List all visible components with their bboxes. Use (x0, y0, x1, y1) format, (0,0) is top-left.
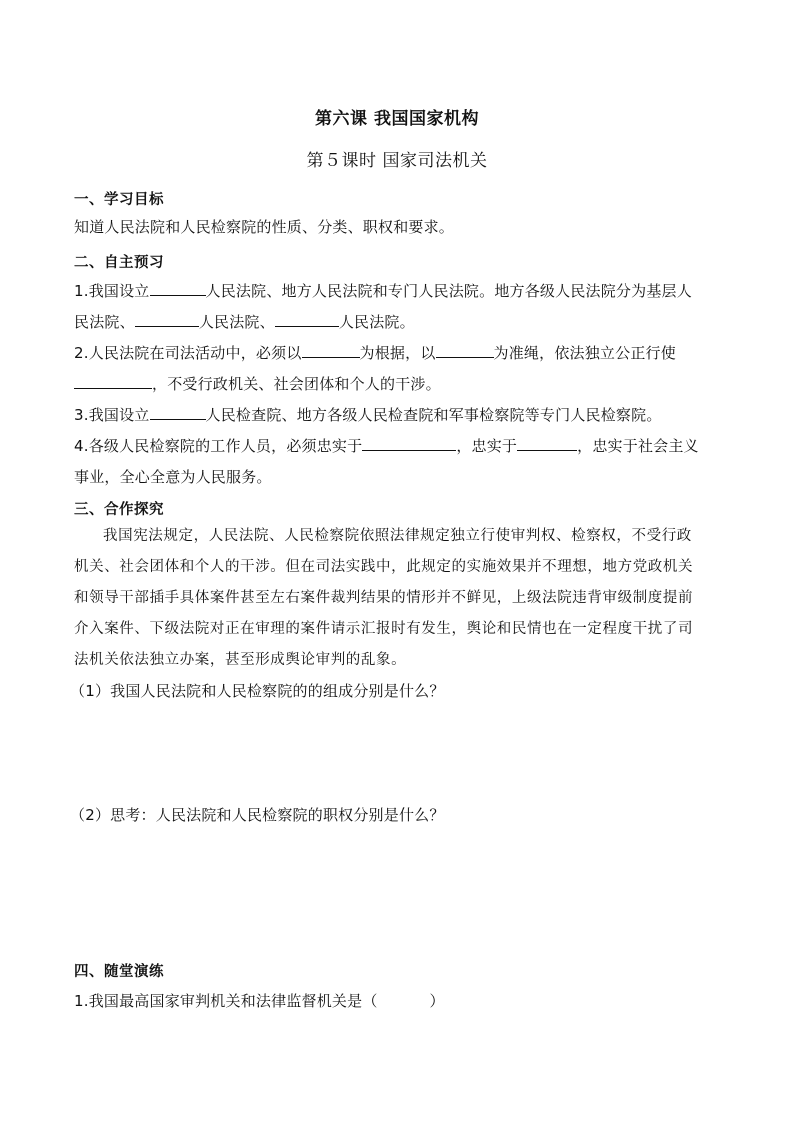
preview-question-4-line-1: 4.各级人民检察院的工作人员，必须忠实于 ，忠实于 ，忠实于社会主义 (74, 437, 699, 455)
fill-blank[interactable] (74, 374, 152, 389)
preview-question-1-line-1: 1.我国设立 人民法院、地方人民法院和专门人民法院。地方各级人民法院分为基层人 (74, 282, 692, 300)
lesson-title: 第六课 我国国家机构 (315, 109, 479, 129)
discussion-question-2: （2）思考：人民法院和人民检察院的职权分别是什么？ (70, 806, 445, 824)
lesson-subtitle: 第５课时 国家司法机关 (306, 151, 488, 171)
fill-blank[interactable] (302, 343, 360, 358)
fill-blank[interactable] (275, 312, 339, 327)
preview-question-4-line-2: 事业，全心全意为人民服务。 (74, 468, 272, 486)
section-heading-4: 四、随堂演练 (74, 964, 164, 980)
fill-blank[interactable] (150, 281, 206, 296)
preview-question-2-line-2: ，不受行政机关、社会团体和个人的干涉。 (74, 373, 724, 394)
preview-question-2-line-1: 2.人民法院在司法活动中，必须以 为根据，以 为准绳，依法独立公正行使 (74, 344, 676, 362)
fill-blank[interactable] (150, 405, 206, 420)
fill-blank[interactable] (436, 343, 494, 358)
section-heading-2: 二、自主预习 (74, 255, 164, 271)
practice-question-1: 1.我国最高国家审判机关和法律监督机关是（ ） (74, 992, 445, 1010)
preview-question-1-line-2: 民法院、 人民法院、 人民法院。 (74, 313, 415, 331)
preview-question-3: 3.我国设立 人民检查院、地方各级人民检查院和军事检察院等专门人民检察院。 (74, 406, 662, 424)
fill-blank[interactable] (517, 436, 577, 451)
case-paragraph-line: 和领导干部插手具体案件甚至左右案件裁判结果的情形并不鲜见，上级法院违背审级制度提前 (74, 590, 694, 606)
fill-blank[interactable] (135, 312, 199, 327)
section-heading-1: 一、学习目标 (74, 192, 164, 208)
learning-objective-text: 知道人民法院和人民检察院的性质、分类、职权和要求。 (74, 218, 455, 236)
section-heading-3: 三、合作探究 (74, 502, 164, 518)
discussion-question-1: （1）我国人民法院和人民检察院的的组成分别是什么？ (70, 682, 445, 700)
case-paragraph-line: 我国宪法规定，人民法院、人民检察院依照法律规定独立行使审判权、检察权，不受行政 (103, 528, 692, 544)
case-paragraph-line: 介入案件、下级法院对正在审理的案件请示汇报时有发生，舆论和民情也在一定程度干扰了司 (74, 621, 694, 637)
case-paragraph-line: 机关、社会团体和个人的干涉。但在司法实践中，此规定的实施效果并不理想，地方党政机关 (74, 559, 694, 575)
fill-blank[interactable] (362, 436, 456, 451)
case-paragraph-line: 法机关依法独立办案，甚至形成舆论审判的乱象。 (74, 652, 407, 668)
